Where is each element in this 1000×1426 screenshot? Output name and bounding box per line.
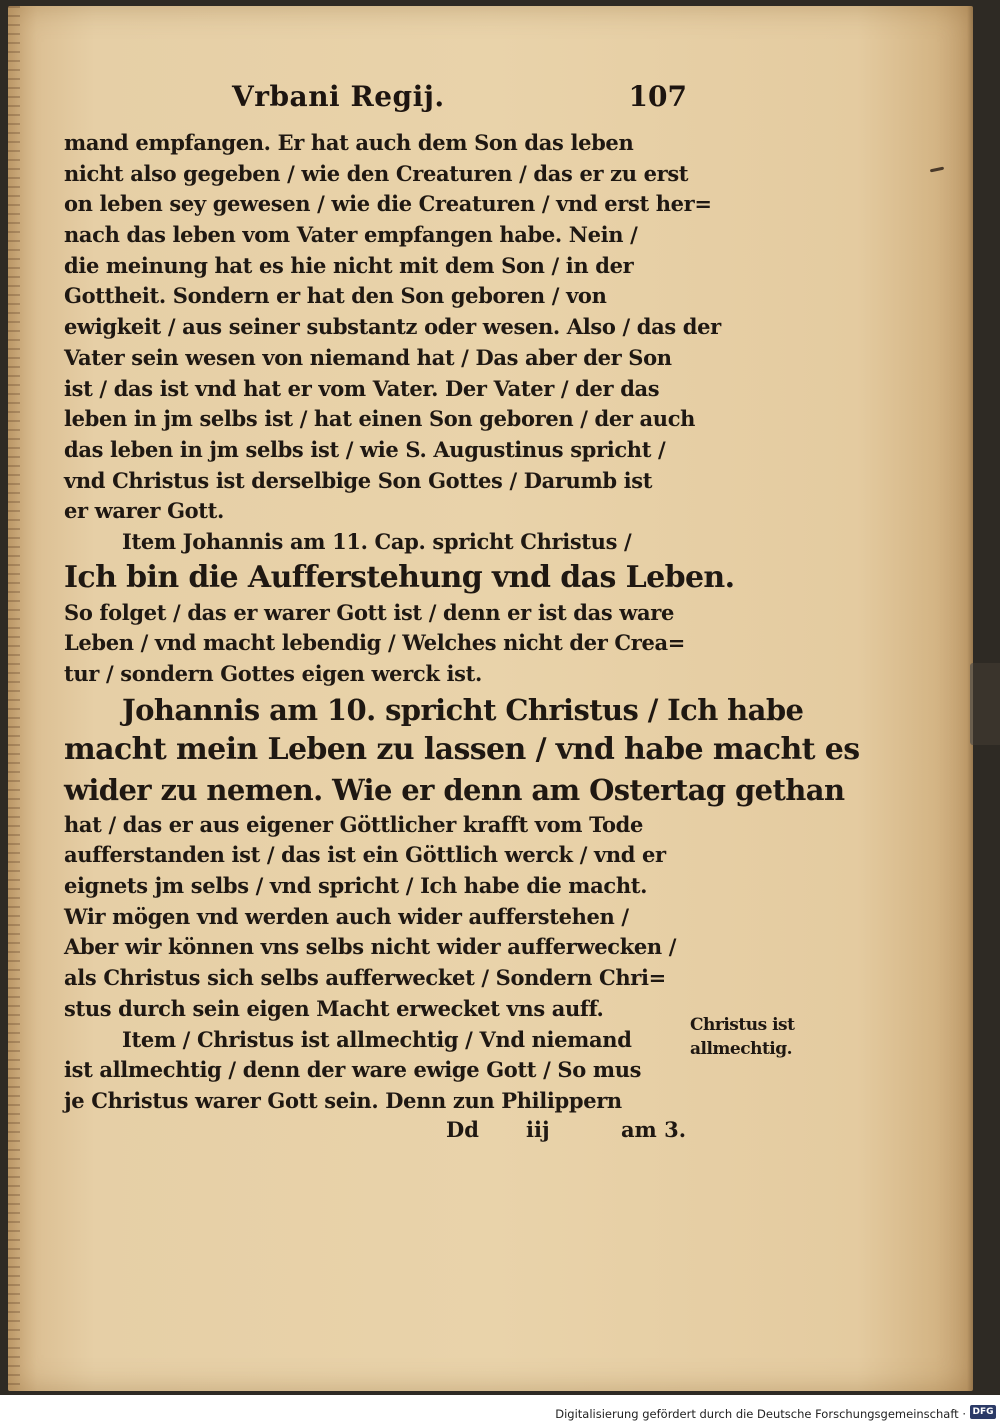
text-line: je Christus warer Gott sein. Denn zun Philippern	[64, 1087, 622, 1113]
text-line: aufferstanden ist / das ist ein Göttlich werck / vnd er	[64, 842, 666, 868]
signature-mark: Dd	[446, 1117, 479, 1142]
text-line: mand empfangen. Er hat auch dem Son das leben	[64, 130, 634, 155]
text-line: So folget / das er warer Gott ist / denn er ist das ware	[64, 599, 675, 625]
text-line: nach das leben vom Vater empfangen habe. Nein /	[64, 222, 638, 248]
text-line: das leben in jm selbs ist / wie S. Augustinus spricht /	[64, 436, 666, 462]
text-line: leben in jm selbs ist / hat einen Son geboren / der auch	[64, 406, 696, 432]
text-line: vnd Christus ist derselbige Son Gottes / Darumb ist	[64, 467, 653, 493]
signature-number: iij	[526, 1117, 550, 1142]
text-line: stus durch sein eigen Macht erwecket vns auff.	[64, 995, 604, 1021]
text-line: Johannis am 10. spricht Christus / Ich habe	[122, 692, 804, 727]
text-line: Vater sein wesen von niemand hat / Das aber der Son	[64, 344, 672, 370]
marginal-note	[690, 1013, 830, 1061]
text-line: on leben sey gewesen / wie die Creaturen / vnd erst her=	[64, 191, 712, 217]
text-line: nicht also gegeben / wie den Creaturen / das er zu erst	[64, 160, 689, 186]
text-line: Gottheit. Sondern er hat den Son geboren / von	[64, 283, 607, 309]
dfg-logo-icon: DFG	[970, 1405, 996, 1419]
text-line: wider zu nemen. Wie er denn am Ostertag gethan	[64, 772, 845, 807]
text-line: Wir mögen vnd werden auch wider aufferstehen /	[64, 903, 629, 929]
text-line: Ich bin die Aufferstehung vnd das Leben.	[64, 559, 735, 595]
signature-line	[446, 1117, 686, 1147]
text-line: Aber wir können vns selbs nicht wider aufferwecken /	[64, 934, 677, 960]
marginal-note-line: Christus ist	[690, 1015, 795, 1035]
funding-credit: Digitalisierung gefördert durch die Deutsche Forschungsgemeinschaft ·	[555, 1407, 966, 1421]
text-line: tur / sondern Gottes eigen werck ist.	[64, 661, 482, 686]
text-line: als Christus sich selbs aufferwecket / Sondern Chri=	[64, 965, 666, 991]
text-line: ist allmechtig / denn der ware ewige Gott / So mus	[64, 1057, 642, 1083]
body-text	[64, 128, 860, 1117]
text-line: hat / das er aus eigener Göttlicher krafft vom Tode	[64, 811, 643, 837]
text-line: Item Johannis am 11. Cap. spricht Christus /	[122, 528, 632, 554]
page-number: 107	[628, 80, 687, 113]
marginal-note-line: allmechtig.	[690, 1039, 793, 1059]
text-line: eignets jm selbs / vnd spricht / Ich habe die macht.	[64, 873, 648, 899]
text-line: Leben / vnd macht lebendig / Welches nicht der Crea=	[64, 630, 686, 656]
text-line: er warer Gott.	[64, 498, 224, 524]
text-line: die meinung hat es hie nicht mit dem Son / in der	[64, 252, 634, 278]
text-line: ewigkeit / aus seiner substantz oder wesen. Also / das der	[64, 314, 721, 340]
text-line: macht mein Leben zu lassen / vnd habe macht es	[64, 731, 860, 767]
page-tab-marker	[970, 663, 1000, 745]
page-header	[232, 80, 687, 120]
text-line: ist / das ist vnd hat er vom Vater. Der Vater / der das	[64, 375, 660, 401]
catchword: am 3.	[620, 1117, 686, 1142]
running-title: Vrbani Regij.	[232, 80, 445, 113]
binding-edge	[8, 6, 20, 1391]
text-line: Item / Christus ist allmechtig / Vnd niemand	[122, 1026, 632, 1052]
